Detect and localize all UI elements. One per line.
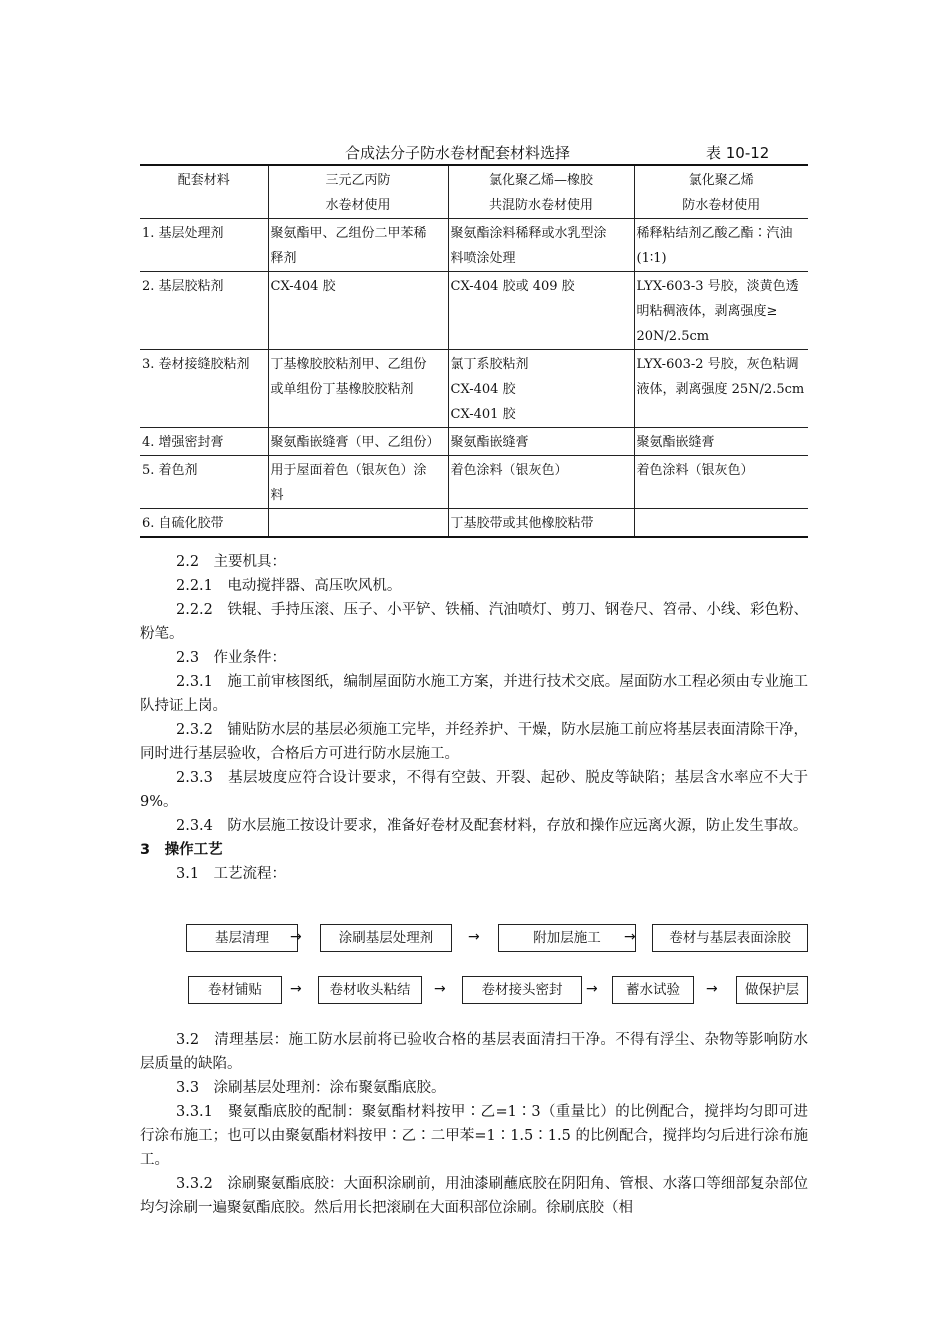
flow-arrow: →	[624, 929, 636, 945]
table-cell	[448, 219, 634, 272]
flow-step: 基层清理	[186, 924, 298, 952]
table-cell	[634, 456, 808, 509]
table-header-cell	[268, 165, 448, 219]
flow-step: 附加层施工	[498, 924, 636, 952]
table-cell	[140, 350, 268, 428]
table-cell	[140, 509, 268, 538]
cell-line: 明粘稠液体，剥离强度≥	[636, 304, 778, 319]
paragraph: 2.3.4 防水层施工按设计要求，准备好卷材及配套材料，存放和操作应远离火源，防止发生事故。	[176, 818, 808, 834]
flow-step: 卷材铺贴	[188, 976, 282, 1004]
cell-line: 6. 自硫化胶带	[142, 516, 224, 531]
paragraph: 2.2.2 铁辊、手持压滚、压子、小平铲、铁桶、汽油喷灯、剪刀、钢卷尺、笤帚、小线、彩色粉、粉笔。	[140, 602, 808, 642]
cell-line: 氯丁系胶粘剂	[450, 357, 529, 372]
table-row	[140, 219, 808, 272]
table-cell	[268, 509, 448, 538]
table-header-row	[140, 165, 808, 219]
paragraph: 3.2 清理基层：施工防水层前将已验收合格的基层表面清扫干净。不得有浮尘、杂物等影响防水层质量的缺陷。	[140, 1032, 808, 1072]
table-title: 合成法分子防水卷材配套材料选择	[345, 144, 571, 162]
flow-step: 卷材接头密封	[462, 976, 582, 1004]
cell-line: CX-404 胶	[450, 382, 516, 397]
cell-line: 氯化聚乙烯	[688, 173, 754, 188]
process-flow-row-2	[140, 976, 808, 1004]
flow-arrow: →	[434, 981, 446, 997]
flow-step: 卷材收头粘结	[318, 976, 422, 1004]
cell-line: 聚氨酯嵌缝膏	[450, 435, 529, 450]
cell-line: 配套材料	[177, 173, 230, 188]
cell-line: CX-401 胶	[450, 407, 516, 422]
flow-arrow: →	[290, 981, 302, 997]
cell-line: 着色涂料（银灰色）	[450, 463, 568, 478]
table-cell	[634, 272, 808, 350]
table-header-cell	[448, 165, 634, 219]
flow-step: 涂刷基层处理剂	[320, 924, 452, 952]
paragraph: 3.3.2 涂刷聚氨酯底胶：大面积涂刷前，用油漆刷蘸底胶在阴阳角、管根、水落口等细部复杂部位均匀涂刷一遍聚氨酯底胶。然后用长把滚刷在大面积部位涂刷。徐刷底胶（相	[140, 1176, 808, 1216]
cell-line: 3. 卷材接缝胶粘剂	[142, 357, 250, 372]
cell-line: 氯化聚乙烯—橡胶	[488, 173, 593, 188]
cell-line: 料喷涂处理	[450, 251, 516, 266]
cell-line: LYX-603-3 号胶，淡黄色透	[636, 279, 799, 294]
cell-line: 聚氨酯涂料稀释或水乳型涂	[450, 226, 607, 241]
table-cell	[268, 219, 448, 272]
flow-arrow: →	[586, 981, 598, 997]
paragraph: 3.3 涂刷基层处理剂：涂布聚氨酯底胶。	[176, 1080, 446, 1096]
flow-step: 卷材与基层表面涂胶	[652, 924, 808, 952]
cell-line: CX-404 胶	[270, 279, 336, 294]
table-cell	[634, 350, 808, 428]
cell-line: 丁基胶带或其他橡胶粘带	[450, 516, 594, 531]
table-cell	[448, 456, 634, 509]
cell-line: 或单组份丁基橡胶胶粘剂	[270, 382, 414, 397]
paragraph: 2.3.3 基层坡度应符合设计要求，不得有空鼓、开裂、起砂、脱皮等缺陷；基层含水率应不大于 9%。	[140, 770, 808, 810]
paragraph: 3.3.1 聚氨酯底胶的配制：聚氨酯材料按甲∶乙=1∶3（重量比）的比例配合，搅拌均匀即可进行涂布施工；也可以由聚氨酯材料按甲∶乙∶二甲苯=1∶1.5∶1.5 的比例配合，搅拌均匀后进行涂布施工。	[140, 1104, 808, 1168]
table-cell	[634, 428, 808, 456]
table-cell	[268, 428, 448, 456]
table-cell	[268, 272, 448, 350]
cell-line: LYX-603-2 号胶，灰色粘调	[636, 357, 799, 372]
table-row	[140, 509, 808, 538]
table-number: 表 10-12	[706, 144, 770, 162]
table-cell	[634, 219, 808, 272]
table-header-cell	[634, 165, 808, 219]
table-row	[140, 272, 808, 350]
table-row	[140, 350, 808, 428]
cell-line: 聚氨酯嵌缝膏	[636, 435, 715, 450]
body-text-lower	[140, 1028, 808, 1220]
cell-line: 防水卷材使用	[682, 198, 761, 213]
table-row	[140, 456, 808, 509]
table-body	[140, 219, 808, 538]
paragraph: 2.3.2 铺贴防水层的基层必须施工完毕，并经养护、干燥，防水层施工前应将基层表面清除干净，同时进行基层验收，合格后方可进行防水层施工。	[140, 722, 808, 762]
cell-line: (1∶1)	[636, 251, 667, 266]
paragraph: 2.3.1 施工前审核图纸，编制屋面防水施工方案，并进行技术交底。屋面防水工程必须由专业施工队持证上岗。	[140, 674, 808, 714]
flow-step: 做保护层	[736, 976, 808, 1004]
cell-line: 三元乙丙防	[325, 173, 391, 188]
cell-line: 共混防水卷材使用	[488, 198, 593, 213]
cell-line: 聚氨酯甲、乙组份二甲苯稀	[270, 226, 427, 241]
cell-line: 着色涂料（银灰色）	[636, 463, 754, 478]
subsection-heading: 3.1 工艺流程：	[176, 866, 287, 882]
cell-line: 稀释粘结剂乙酸乙酯∶汽油	[636, 226, 793, 241]
table-cell	[268, 350, 448, 428]
section-heading: 3 操作工艺	[140, 842, 223, 858]
table-cell	[634, 509, 808, 538]
table-cell	[268, 456, 448, 509]
cell-line: 料	[270, 488, 284, 503]
paragraph: 2.3 作业条件：	[176, 650, 287, 666]
table-cell	[448, 509, 634, 538]
cell-line: 释剂	[270, 251, 297, 266]
cell-line: 水卷材使用	[325, 198, 391, 213]
table-cell	[448, 428, 634, 456]
cell-line: 4. 增强密封膏	[142, 435, 224, 450]
process-flow-row-1	[140, 924, 808, 952]
cell-line: 1. 基层处理剂	[142, 226, 224, 241]
table-cell	[140, 456, 268, 509]
cell-line: 2. 基层胶粘剂	[142, 279, 224, 294]
flow-arrow: →	[706, 981, 718, 997]
cell-line: CX-404 胶或 409 胶	[450, 279, 575, 294]
table-row	[140, 428, 808, 456]
flow-step: 蓄水试验	[612, 976, 694, 1004]
cell-line: 液体，剥离强度 25N/2.5cm	[636, 382, 805, 397]
paragraph: 2.2 主要机具：	[176, 554, 287, 570]
flow-arrow: →	[290, 929, 302, 945]
body-text-upper	[140, 550, 808, 886]
table-cell	[448, 350, 634, 428]
table-cell	[140, 219, 268, 272]
paragraph: 2.2.1 电动搅拌器、高压吹风机。	[176, 578, 402, 594]
table-cell	[140, 428, 268, 456]
materials-table	[140, 164, 808, 538]
flow-arrow: →	[468, 929, 480, 945]
cell-line: 5. 着色剂	[142, 463, 198, 478]
cell-line: 用于屋面着色（银灰色）涂	[270, 463, 427, 478]
table-header-cell	[140, 165, 268, 219]
table-cell	[140, 272, 268, 350]
cell-line: 20N/2.5cm	[636, 329, 710, 344]
cell-line: 丁基橡胶胶粘剂甲、乙组份	[270, 357, 427, 372]
cell-line: 聚氨酯嵌缝膏（甲、乙组份）	[270, 435, 440, 450]
table-cell	[448, 272, 634, 350]
table-caption	[140, 142, 808, 164]
